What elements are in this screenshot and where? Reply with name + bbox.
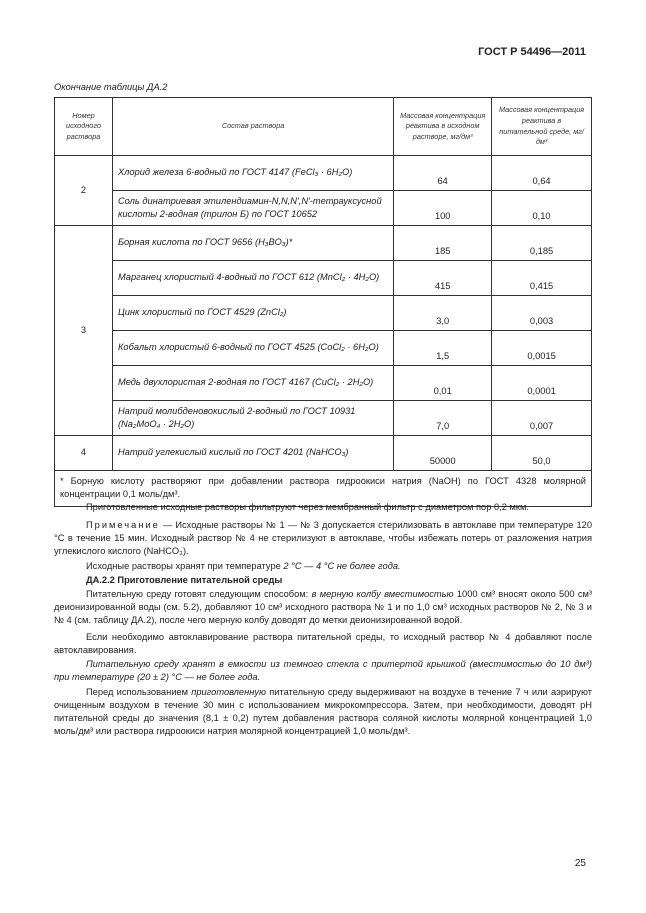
paragraph-filter: Приготовленные исходные растворы фильтруют через мембранный фильтр с диаметром пор 0,2 мкм. (86, 502, 529, 512)
section-heading: ДА.2.2 Приготовление питательной среды (86, 575, 283, 585)
composition-cell (112, 156, 393, 191)
composition-text: Хлорид железа 6-водный по ГОСТ 4147 (FeCl₃ · 6H₂O) (117, 167, 353, 178)
table-row (55, 436, 592, 471)
composition-text: Натрий углекислый кислый по ГОСТ 4201 (NaHCO₃) (117, 447, 349, 458)
solution-number: 2 (55, 156, 113, 226)
mass-stock-value: 415 (394, 261, 492, 296)
composition-cell (112, 226, 393, 261)
page-number: 25 (574, 858, 586, 869)
composition-cell (112, 331, 393, 366)
composition-text: Кобальт хлористый 6-водный по ГОСТ 4525 (CoCl₂ · 6H₂O) (117, 342, 379, 353)
table-row (55, 366, 592, 401)
note-label: Примечание (86, 520, 160, 530)
mass-medium-value: 0,64 (492, 156, 592, 191)
col-header-num: Номер исходного раствора (55, 98, 113, 156)
mass-stock-value: 1,5 (394, 331, 492, 366)
mass-stock-value: 0,01 (394, 366, 492, 401)
paragraph-prep: Питательную среду готовят следующим способом: в мерную колбу вместимостью 1000 см³ вносят около 500 см³ деионизированной воды (см. 5.2), добавляют 10 см³ исходного раствора № 1 и по 1,0 см³ исходных растворов № 2, № 3 и № 4 (см. таблицу ДА.2), после чего мерную колбу доводят до метки деионизированной водой. (54, 589, 593, 625)
mass-stock-value: 185 (394, 226, 492, 261)
composition-cell (112, 436, 393, 471)
mass-medium-value: 0,415 (492, 261, 592, 296)
solution-number: 3 (55, 226, 113, 436)
mass-medium-value: 0,007 (492, 401, 592, 436)
table-row (55, 261, 592, 296)
mass-medium-value: 0,0015 (492, 331, 592, 366)
table-footnote: * Борную кислоту растворяют при добавлении раствора гидроокиси натрия (NaOH) по ГОСТ 4328 молярной концентрации 0,1 моль/дм³. (55, 471, 592, 507)
note (54, 519, 592, 558)
mass-medium-value: 0,10 (492, 191, 592, 226)
composition-cell (112, 261, 393, 296)
note-text: — Исходные растворы № 1 — № 3 допускается стерилизовать в автоклаве при температуре 120 °С в течение 15 мин. Исходный раствор № 4 не стерилизуют в автоклаве, чтобы избежать потерь от разложения натрия углекислого кислого (NaHCO₃). (54, 520, 592, 556)
col-header-mass-medium: Массовая концентрация реактива в питательной среде, мг/дм³ (492, 98, 592, 156)
table-row (55, 296, 592, 331)
composition-text: Марганец хлористый 4-водный по ГОСТ 612 (MnCl₂ · 4H₂O) (117, 272, 380, 283)
mass-medium-value: 0,003 (492, 296, 592, 331)
composition-cell (112, 366, 393, 401)
composition-text: Медь двухлористая 2-водная по ГОСТ 4167 (CuCl₂ · 2H₂O) (117, 377, 374, 388)
composition-cell (112, 401, 393, 436)
paragraph-autoclave: Если необходимо автоклавирование раствора питательной среды, то исходный раствор № 4 добавляют после автоклавирования. (54, 632, 592, 655)
mass-stock-value: 100 (394, 191, 492, 226)
reagent-table (54, 97, 592, 507)
mass-medium-value: 0,185 (492, 226, 592, 261)
paragraph-before-use: Перед использованием приготовленную питательную среду выдерживают на воздухе в течение 7 ч или аэрируют очищенным воздухом в течение 30 мин с использованием микрокомпрессора. Затем, при необходимости, доводят рН питательной среды до значения (8,1 ± 0,2) путем добавления раствора соляной кислоты молярной концентрацией 1,0 моль/дм³ или раствора гидроокиси натрия молярной концентрацией 1,0 моль/дм³. (54, 687, 592, 736)
composition-text: Борная кислота по ГОСТ 9656 (H₃BO₃)* (117, 237, 293, 248)
page-header: ГОСТ Р 54496—2011 (478, 46, 586, 58)
mass-medium-value: 0,0001 (492, 366, 592, 401)
col-header-composition: Состав раствора (112, 98, 393, 156)
table-row (55, 156, 592, 191)
composition-cell (112, 191, 393, 226)
composition-text: Цинк хлористый по ГОСТ 4529 (ZnCl₂) (117, 307, 287, 318)
mass-stock-value: 50000 (394, 436, 492, 471)
mass-stock-value: 3,0 (394, 296, 492, 331)
mass-stock-value: 64 (394, 156, 492, 191)
table-row (55, 226, 592, 261)
composition-text: Соль динатриевая этилендиамин-N,N,N′,N′-тетрауксусной кислоты 2-водная (трилон Б) по ГОСТ 10652 (117, 195, 382, 219)
mass-medium-value: 50,0 (492, 436, 592, 471)
col-header-mass-stock: Массовая концентрация реактива в исходном растворе, мг/дм³ (394, 98, 492, 156)
table-row (55, 191, 592, 226)
table-row (55, 401, 592, 436)
mass-stock-value: 7,0 (394, 401, 492, 436)
composition-text: Натрий молибденовокислый 2-водный по ГОСТ 10931 (Na₂MoO₄ · 2H₂O) (117, 405, 356, 429)
table-row (55, 331, 592, 366)
paragraph-storage: Исходные растворы хранят при температуре 2 °С — 4 °С не более года. (86, 561, 401, 571)
paragraph-medium-storage: Питательную среду хранят в емкости из темного стекла с притертой крышкой (вместимостью до 10 дм³) при температуре (20 ± 2) °С — не более года. (54, 659, 592, 682)
solution-number: 4 (55, 436, 113, 471)
composition-cell (112, 296, 393, 331)
table-caption: Окончание таблицы ДА.2 (54, 82, 168, 92)
